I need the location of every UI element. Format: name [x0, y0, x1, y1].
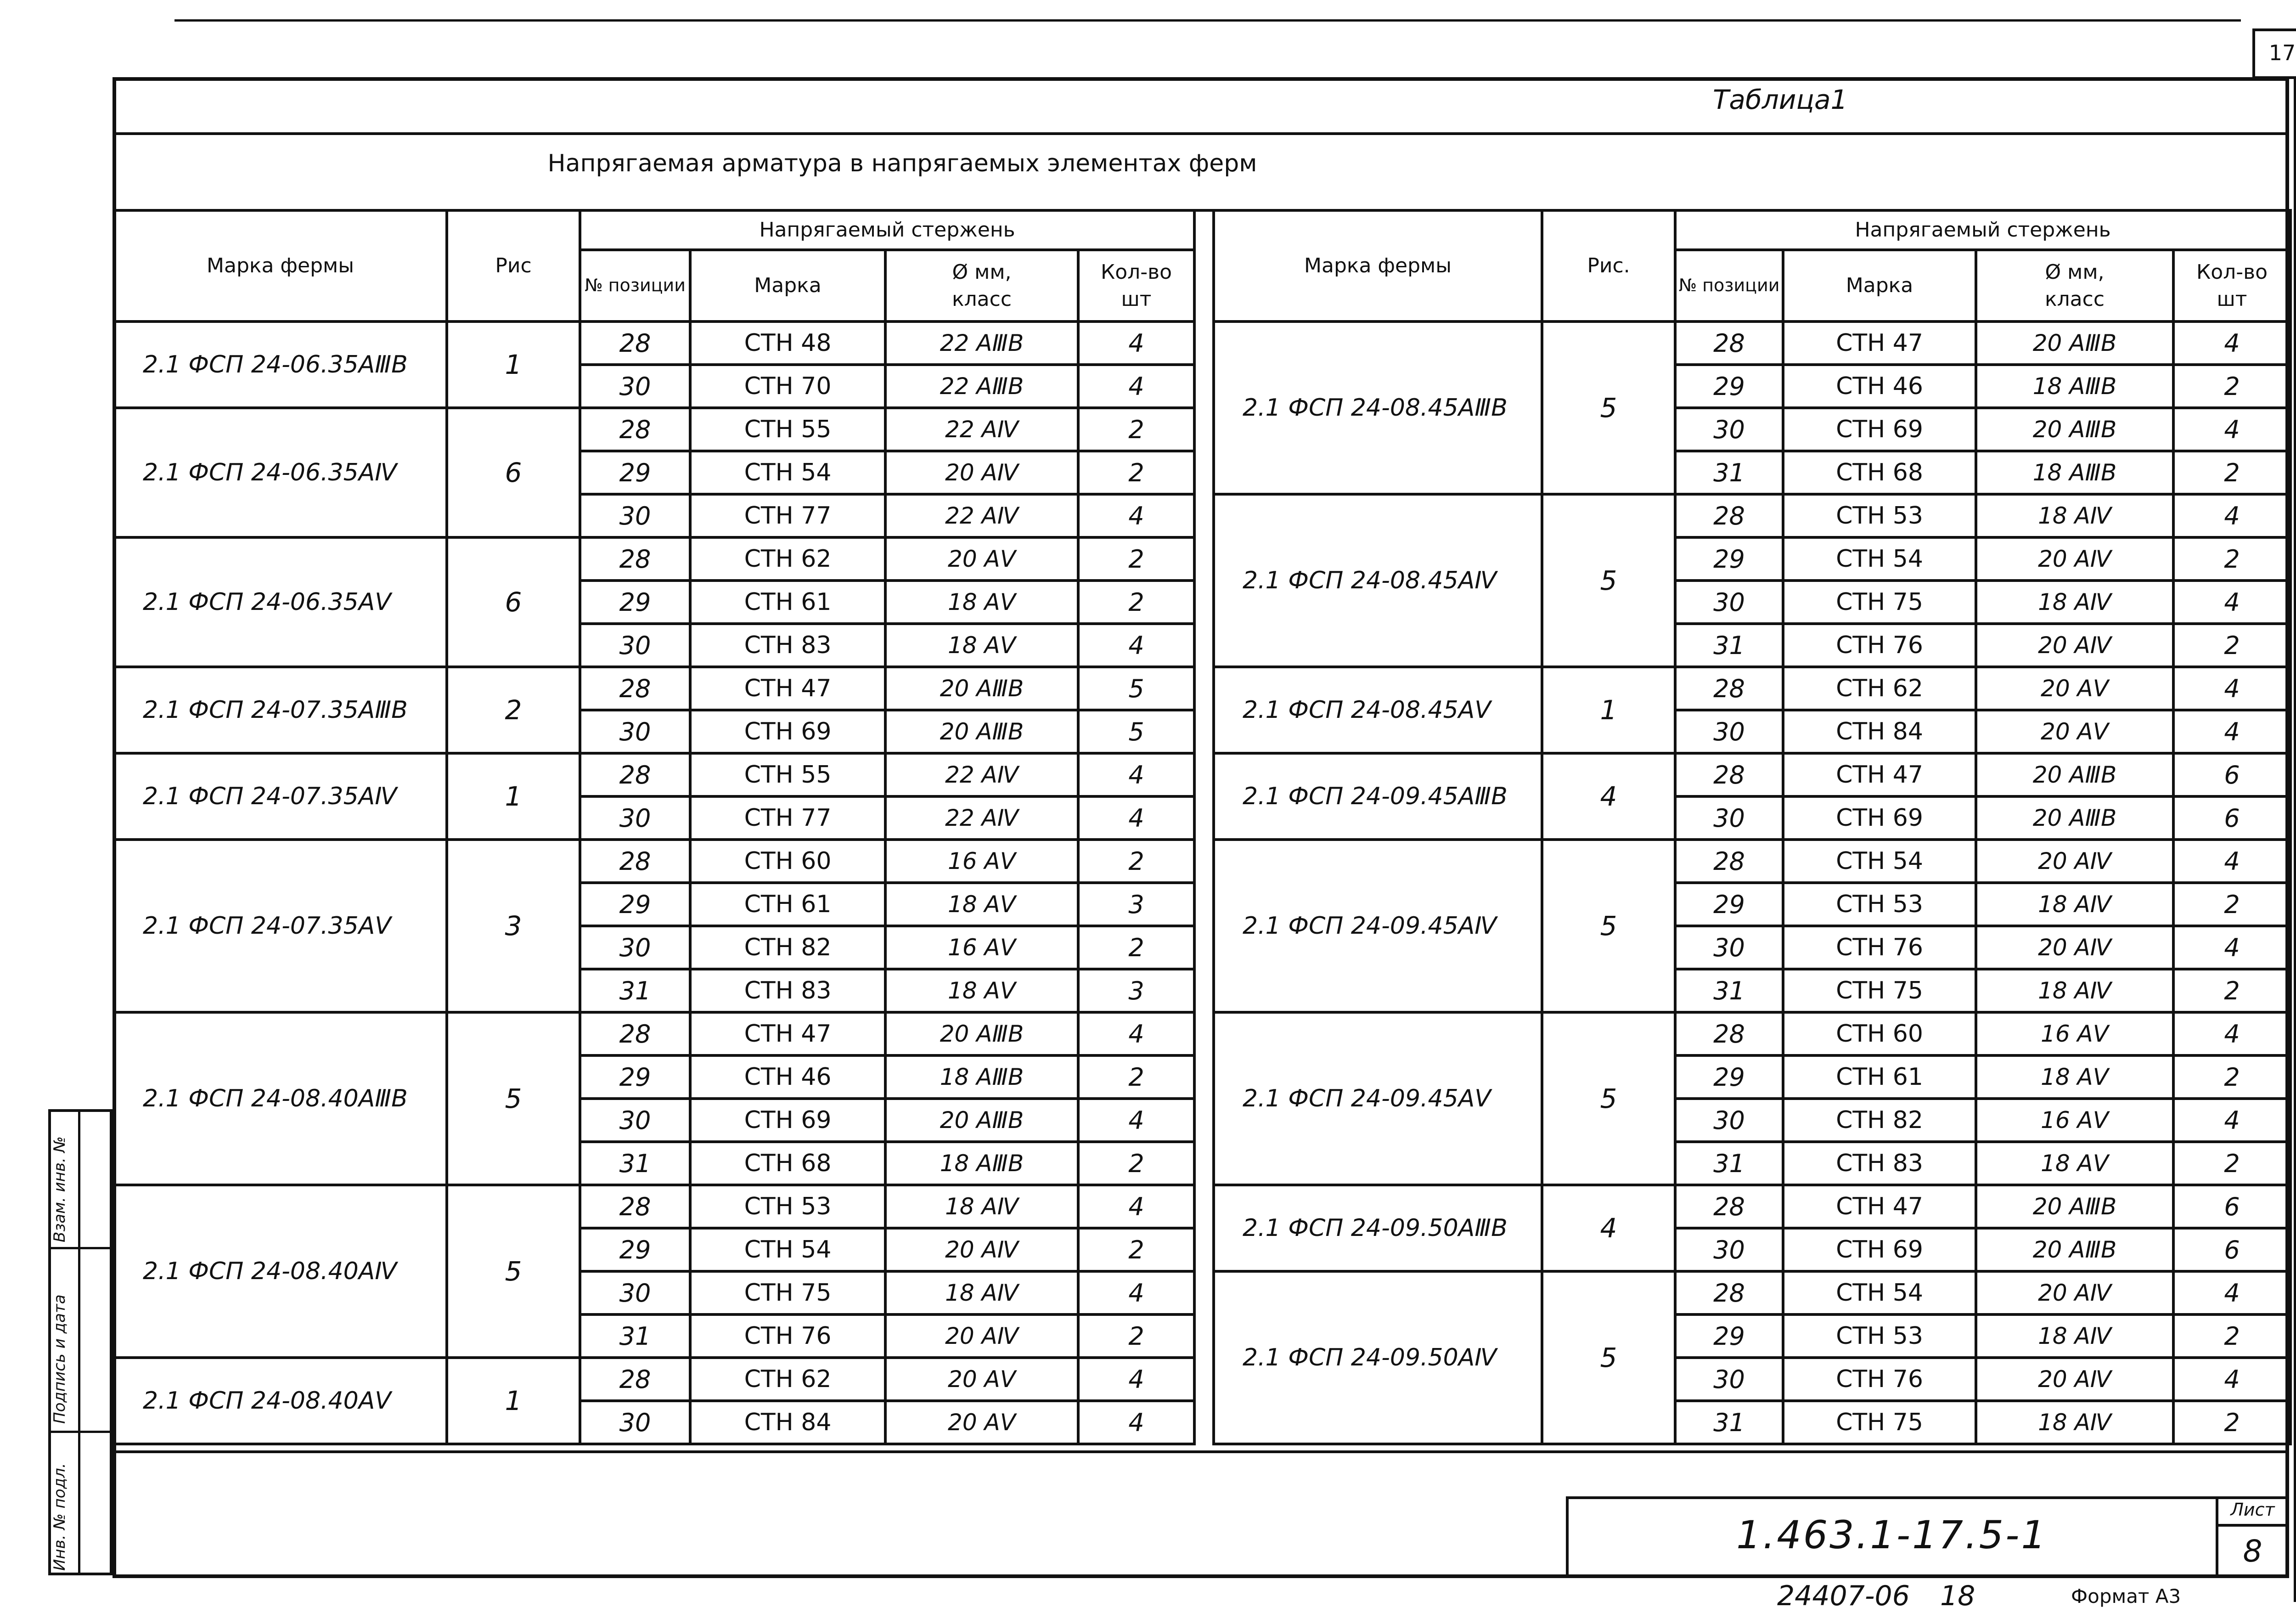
position-number: 28 [580, 1185, 690, 1228]
rod-quantity: 4 [2173, 581, 2290, 624]
header-qty: Кол-во шт [2173, 250, 2290, 321]
rod-diameter-class: 16 АⅤ [885, 840, 1078, 883]
rod-diameter-class: 20 АⅢВ [1976, 321, 2173, 365]
rod-diameter-class: 16 АⅤ [1976, 1012, 2173, 1055]
rod-mark: СТН 70 [690, 365, 885, 408]
position-number: 28 [580, 321, 690, 365]
rod-quantity: 2 [2173, 1314, 2290, 1358]
table-row [114, 840, 1194, 883]
truss-mark: 2.1 ФСП 24-08.40АⅢВ [114, 1012, 447, 1185]
rod-diameter-class: 20 АⅣ [885, 1228, 1078, 1271]
truss-mark: 2.1 ФСП 24-08.40АⅤ [114, 1358, 447, 1444]
stamp-sheet-rule [2216, 1524, 2289, 1527]
figure-number: 5 [1542, 1271, 1675, 1444]
position-number: 31 [580, 1314, 690, 1358]
document-code: 1.463.1-17.5-1 [1736, 1512, 2048, 1557]
table-row [1214, 753, 2290, 796]
figure-number: 5 [1542, 840, 1675, 1012]
figure-number: 6 [447, 537, 580, 667]
truss-mark: 2.1 ФСП 24-06.35АⅣ [114, 408, 447, 537]
figure-number: 5 [1542, 1012, 1675, 1185]
rod-quantity: 4 [2173, 494, 2290, 537]
rod-diameter-class: 18 АⅣ [1976, 581, 2173, 624]
truss-mark: 2.1 ФСП 24-09.45АⅤ [1214, 1012, 1542, 1185]
rod-mark: СТН 76 [690, 1314, 885, 1358]
rod-diameter-class: 18 АⅣ [1976, 1401, 2173, 1444]
position-number: 28 [580, 667, 690, 710]
rod-diameter-class: 18 АⅢВ [1976, 365, 2173, 408]
header-pos: № позиции [580, 250, 690, 321]
archive-page: 18 [1940, 1580, 1975, 1612]
truss-mark: 2.1 ФСП 24-08.45АⅢВ [1214, 321, 1542, 494]
rod-diameter-class: 20 АⅢВ [885, 667, 1078, 710]
table-title: Напрягаемая арматура в напрягаемых элементах ферм [547, 150, 1257, 177]
rod-quantity: 2 [2173, 969, 2290, 1012]
rod-quantity: 4 [1078, 753, 1194, 796]
rod-mark: СТН 62 [1783, 667, 1976, 710]
rod-diameter-class: 20 АⅤ [885, 537, 1078, 581]
truss-mark: 2.1 ФСП 24-09.45АⅢВ [1214, 753, 1542, 840]
rod-mark: СТН 60 [690, 840, 885, 883]
rod-diameter-class: 18 АⅢВ [885, 1142, 1078, 1185]
table-row [1214, 667, 2290, 710]
rod-diameter-class: 18 АⅤ [1976, 1142, 2173, 1185]
rod-quantity: 4 [2173, 1271, 2290, 1314]
approval-strip-rule-2 [48, 1431, 113, 1433]
position-number: 28 [580, 753, 690, 796]
rod-diameter-class: 18 АⅤ [885, 969, 1078, 1012]
position-number: 30 [580, 926, 690, 969]
rod-mark: СТН 75 [1783, 581, 1976, 624]
position-number: 28 [580, 408, 690, 451]
position-number: 30 [1675, 926, 1783, 969]
rod-mark: СТН 69 [690, 710, 885, 753]
truss-mark: 2.1 ФСП 24-08.40АⅣ [114, 1185, 447, 1358]
rod-quantity: 4 [2173, 926, 2290, 969]
rod-diameter-class: 20 АⅤ [1976, 710, 2173, 753]
position-number: 30 [580, 710, 690, 753]
tables-bottom-rule [113, 1450, 2289, 1453]
rod-mark: СТН 69 [1783, 1228, 1976, 1271]
rod-diameter-class: 20 АⅢВ [1976, 1228, 2173, 1271]
top-edge-line [174, 19, 2241, 22]
rod-quantity: 5 [1078, 667, 1194, 710]
rod-mark: СТН 54 [1783, 1271, 1976, 1314]
rod-quantity: 2 [2173, 451, 2290, 494]
sheet-number: 8 [2243, 1534, 2262, 1569]
rod-diameter-class: 20 АⅢВ [1976, 1185, 2173, 1228]
table-row [1214, 494, 2290, 537]
table-row [114, 321, 1194, 365]
rod-mark: СТН 84 [690, 1401, 885, 1444]
table-row [1214, 840, 2290, 883]
rod-diameter-class: 16 АⅤ [885, 926, 1078, 969]
rod-quantity: 2 [2173, 365, 2290, 408]
rod-diameter-class: 18 АⅢВ [885, 1055, 1078, 1099]
rod-mark: СТН 83 [690, 969, 885, 1012]
figure-number: 2 [447, 667, 580, 753]
position-number: 28 [580, 840, 690, 883]
figure-number: 1 [447, 321, 580, 408]
rod-mark: СТН 53 [1783, 1314, 1976, 1358]
position-number: 28 [1675, 840, 1783, 883]
table-row [1214, 1012, 2290, 1055]
inv-podl-label: Инв. № подл. [51, 1463, 69, 1571]
rod-diameter-class: 18 АⅣ [885, 1271, 1078, 1314]
rod-mark: СТН 48 [690, 321, 885, 365]
rod-diameter-class: 20 АⅢВ [1976, 408, 2173, 451]
rod-diameter-class: 20 АⅣ [885, 1314, 1078, 1358]
rod-quantity: 4 [1078, 1185, 1194, 1228]
rod-mark: СТН 47 [1783, 753, 1976, 796]
position-number: 28 [1675, 1012, 1783, 1055]
position-number: 30 [580, 365, 690, 408]
rod-quantity: 4 [1078, 494, 1194, 537]
rod-quantity: 4 [1078, 1401, 1194, 1444]
paper-format: Формат А3 [2071, 1585, 2181, 1607]
rod-mark: СТН 62 [690, 537, 885, 581]
approval-strip-divider [78, 1109, 80, 1575]
rod-diameter-class: 20 АⅢВ [1976, 753, 2173, 796]
truss-mark: 2.1 ФСП 24-07.35АⅢВ [114, 667, 447, 753]
rod-mark: СТН 69 [690, 1099, 885, 1142]
position-number: 28 [1675, 321, 1783, 365]
position-number: 30 [580, 494, 690, 537]
rod-quantity: 2 [2173, 1142, 2290, 1185]
position-number: 30 [1675, 796, 1783, 840]
rod-mark: СТН 83 [690, 624, 885, 667]
rod-mark: СТН 82 [690, 926, 885, 969]
rod-quantity: 3 [1078, 969, 1194, 1012]
rod-quantity: 6 [2173, 1228, 2290, 1271]
table-row [1214, 321, 2290, 365]
rod-mark: СТН 61 [690, 581, 885, 624]
truss-mark: 2.1 ФСП 24-06.35АⅤ [114, 537, 447, 667]
rod-mark: СТН 75 [690, 1271, 885, 1314]
position-number: 31 [1675, 969, 1783, 1012]
frame-right-double [2294, 77, 2296, 1602]
position-number: 30 [1675, 408, 1783, 451]
rod-diameter-class: 20 АⅢВ [1976, 796, 2173, 840]
rod-quantity: 4 [2173, 1358, 2290, 1401]
right-reinforcement-table [1212, 209, 2292, 1445]
rod-mark: СТН 68 [690, 1142, 885, 1185]
rod-diameter-class: 22 АⅣ [885, 408, 1078, 451]
rod-diameter-class: 18 АⅤ [885, 581, 1078, 624]
rod-diameter-class: 18 АⅢВ [1976, 451, 2173, 494]
rod-quantity: 4 [2173, 710, 2290, 753]
table-row [114, 1012, 1194, 1055]
rod-quantity: 4 [2173, 321, 2290, 365]
rod-diameter-class: 20 АⅤ [1976, 667, 2173, 710]
rod-diameter-class: 20 АⅣ [1976, 926, 2173, 969]
rod-quantity: 5 [1078, 710, 1194, 753]
rod-mark: СТН 61 [1783, 1055, 1976, 1099]
position-number: 30 [580, 1099, 690, 1142]
vzam-label: Взам. инв. № [51, 1136, 69, 1242]
figure-number: 5 [447, 1185, 580, 1358]
header-pos: № позиции [1675, 250, 1783, 321]
rod-mark: СТН 54 [690, 451, 885, 494]
figure-number: 3 [447, 840, 580, 1012]
rod-quantity: 4 [1078, 321, 1194, 365]
truss-mark: 2.1 ФСП 24-09.45АⅣ [1214, 840, 1542, 1012]
figure-number: 5 [1542, 321, 1675, 494]
position-number: 30 [1675, 1358, 1783, 1401]
rod-mark: СТН 69 [1783, 796, 1976, 840]
table-row [114, 1185, 1194, 1228]
position-number: 30 [580, 796, 690, 840]
rod-diameter-class: 22 АⅢВ [885, 321, 1078, 365]
truss-mark: 2.1 ФСП 24-08.45АⅤ [1214, 667, 1542, 753]
table-row [114, 667, 1194, 710]
position-number: 28 [580, 1012, 690, 1055]
rod-quantity: 2 [2173, 1401, 2290, 1444]
rod-diameter-class: 20 АⅢВ [885, 1012, 1078, 1055]
header-diameter: Ø мм, класс [1976, 250, 2173, 321]
rod-quantity: 4 [2173, 667, 2290, 710]
position-number: 30 [1675, 1228, 1783, 1271]
rod-mark: СТН 76 [1783, 1358, 1976, 1401]
position-number: 31 [1675, 1142, 1783, 1185]
truss-mark: 2.1 ФСП 24-08.45АⅣ [1214, 494, 1542, 667]
page-number: 17 [2268, 40, 2296, 65]
table-label: Таблица1 [1713, 84, 1848, 115]
figure-number: 1 [447, 1358, 580, 1444]
rod-quantity: 2 [1078, 581, 1194, 624]
rod-quantity: 2 [2173, 883, 2290, 926]
table-row [114, 408, 1194, 451]
rod-mark: СТН 68 [1783, 451, 1976, 494]
header-rod-mark: Марка [690, 250, 885, 321]
position-number: 29 [1675, 365, 1783, 408]
approval-strip-rule-1 [48, 1247, 113, 1249]
rod-quantity: 4 [2173, 408, 2290, 451]
rod-quantity: 2 [2173, 624, 2290, 667]
position-number: 29 [580, 883, 690, 926]
rod-quantity: 4 [1078, 624, 1194, 667]
truss-mark: 2.1 ФСП 24-07.35АⅤ [114, 840, 447, 1012]
rod-mark: СТН 76 [1783, 624, 1976, 667]
rod-diameter-class: 20 АⅤ [885, 1401, 1078, 1444]
rod-quantity: 6 [2173, 1185, 2290, 1228]
position-number: 28 [580, 1358, 690, 1401]
rod-mark: СТН 46 [690, 1055, 885, 1099]
position-number: 29 [1675, 883, 1783, 926]
rod-mark: СТН 53 [690, 1185, 885, 1228]
position-number: 29 [580, 1055, 690, 1099]
table-row [114, 753, 1194, 796]
position-number: 29 [1675, 1055, 1783, 1099]
header-ris: Рис [447, 210, 580, 321]
rod-diameter-class: 20 АⅣ [1976, 840, 2173, 883]
header-mark: Марка фермы [114, 210, 447, 321]
rod-quantity: 2 [1078, 1055, 1194, 1099]
header-qty: Кол-во шт [1078, 250, 1194, 321]
rod-mark: СТН 60 [1783, 1012, 1976, 1055]
table-row [1214, 1271, 2290, 1314]
figure-number: 4 [1542, 1185, 1675, 1271]
position-number: 30 [1675, 1099, 1783, 1142]
rod-diameter-class: 16 АⅤ [1976, 1099, 2173, 1142]
position-number: 30 [580, 624, 690, 667]
position-number: 28 [1675, 753, 1783, 796]
position-number: 29 [580, 1228, 690, 1271]
rod-diameter-class: 22 АⅣ [885, 753, 1078, 796]
rod-quantity: 4 [1078, 365, 1194, 408]
truss-mark: 2.1 ФСП 24-06.35АⅢВ [114, 321, 447, 408]
rod-quantity: 4 [1078, 1358, 1194, 1401]
rod-mark: СТН 53 [1783, 494, 1976, 537]
rod-quantity: 3 [1078, 883, 1194, 926]
rod-mark: СТН 76 [1783, 926, 1976, 969]
rod-diameter-class: 18 АⅣ [1976, 969, 2173, 1012]
rod-quantity: 2 [1078, 408, 1194, 451]
rod-quantity: 4 [1078, 1099, 1194, 1142]
rod-diameter-class: 20 АⅣ [1976, 537, 2173, 581]
rod-diameter-class: 18 АⅤ [885, 883, 1078, 926]
rod-mark: СТН 54 [1783, 537, 1976, 581]
rod-mark: СТН 47 [1783, 321, 1976, 365]
rod-diameter-class: 20 АⅣ [885, 451, 1078, 494]
truss-mark: 2.1 ФСП 24-09.50АⅣ [1214, 1271, 1542, 1444]
position-number: 29 [1675, 537, 1783, 581]
rod-mark: СТН 75 [1783, 969, 1976, 1012]
rod-diameter-class: 20 АⅣ [1976, 1271, 2173, 1314]
header-rod-group: Напрягаемый стержень [580, 210, 1194, 250]
rod-mark: СТН 47 [1783, 1185, 1976, 1228]
figure-number: 4 [1542, 753, 1675, 840]
table-row [114, 537, 1194, 581]
rod-mark: СТН 47 [690, 667, 885, 710]
rod-diameter-class: 18 АⅣ [1976, 883, 2173, 926]
position-number: 31 [1675, 624, 1783, 667]
rod-diameter-class: 20 АⅣ [1976, 1358, 2173, 1401]
rod-mark: СТН 62 [690, 1358, 885, 1401]
rod-mark: СТН 46 [1783, 365, 1976, 408]
position-number: 28 [580, 537, 690, 581]
rod-diameter-class: 20 АⅤ [885, 1358, 1078, 1401]
header-rod-mark: Марка [1783, 250, 1976, 321]
header-rod-group: Напрягаемый стержень [1675, 210, 2290, 250]
left-reinforcement-table [113, 209, 1196, 1445]
position-number: 28 [1675, 1185, 1783, 1228]
position-number: 30 [1675, 710, 1783, 753]
archive-number: 24407-06 [1777, 1580, 1910, 1612]
rod-quantity: 4 [1078, 796, 1194, 840]
position-number: 30 [1675, 581, 1783, 624]
position-number: 30 [580, 1401, 690, 1444]
rod-mark: СТН 84 [1783, 710, 1976, 753]
figure-number: 6 [447, 408, 580, 537]
position-number: 31 [580, 969, 690, 1012]
header-diameter: Ø мм, класс [885, 250, 1078, 321]
rod-quantity: 2 [1078, 451, 1194, 494]
position-number: 28 [1675, 1271, 1783, 1314]
rod-quantity: 2 [1078, 537, 1194, 581]
figure-number: 5 [447, 1012, 580, 1185]
figure-number: 5 [1542, 494, 1675, 667]
sheet-label: Лист [2230, 1500, 2275, 1520]
rod-quantity: 4 [2173, 1099, 2290, 1142]
rod-quantity: 2 [2173, 537, 2290, 581]
rod-mark: СТН 53 [1783, 883, 1976, 926]
rod-mark: СТН 47 [690, 1012, 885, 1055]
position-number: 29 [580, 451, 690, 494]
table-row [1214, 1185, 2290, 1228]
rod-quantity: 2 [1078, 1142, 1194, 1185]
rod-quantity: 6 [2173, 796, 2290, 840]
rod-mark: СТН 77 [690, 494, 885, 537]
rod-mark: СТН 75 [1783, 1401, 1976, 1444]
figure-number: 1 [1542, 667, 1675, 753]
rod-quantity: 2 [1078, 926, 1194, 969]
signature-date-label: Подпись и дата [51, 1294, 69, 1424]
figure-number: 1 [447, 753, 580, 840]
position-number: 28 [1675, 494, 1783, 537]
rod-quantity: 6 [2173, 753, 2290, 796]
rod-mark: СТН 82 [1783, 1099, 1976, 1142]
rod-mark: СТН 55 [690, 408, 885, 451]
header-ris: Рис. [1542, 210, 1675, 321]
position-number: 29 [1675, 1314, 1783, 1358]
title-top-rule [113, 132, 2289, 135]
rod-diameter-class: 18 АⅣ [1976, 1314, 2173, 1358]
rod-diameter-class: 22 АⅢВ [885, 365, 1078, 408]
rod-mark: СТН 77 [690, 796, 885, 840]
position-number: 28 [1675, 667, 1783, 710]
rod-quantity: 2 [1078, 840, 1194, 883]
table-row [114, 1358, 1194, 1401]
rod-mark: СТН 54 [690, 1228, 885, 1271]
rod-mark: СТН 61 [690, 883, 885, 926]
rod-quantity: 2 [1078, 1228, 1194, 1271]
rod-quantity: 2 [1078, 1314, 1194, 1358]
rod-diameter-class: 22 АⅣ [885, 796, 1078, 840]
rod-quantity: 4 [1078, 1271, 1194, 1314]
rod-diameter-class: 18 АⅤ [1976, 1055, 2173, 1099]
rod-mark: СТН 54 [1783, 840, 1976, 883]
truss-mark: 2.1 ФСП 24-07.35АⅣ [114, 753, 447, 840]
rod-diameter-class: 22 АⅣ [885, 494, 1078, 537]
rod-mark: СТН 83 [1783, 1142, 1976, 1185]
rod-quantity: 2 [2173, 1055, 2290, 1099]
header-mark: Марка фермы [1214, 210, 1542, 321]
rod-quantity: 4 [2173, 1012, 2290, 1055]
position-number: 31 [1675, 1401, 1783, 1444]
rod-quantity: 4 [2173, 840, 2290, 883]
rod-mark: СТН 69 [1783, 408, 1976, 451]
rod-diameter-class: 20 АⅢВ [885, 1099, 1078, 1142]
position-number: 30 [580, 1271, 690, 1314]
truss-mark: 2.1 ФСП 24-09.50АⅢВ [1214, 1185, 1542, 1271]
rod-diameter-class: 20 АⅣ [1976, 624, 2173, 667]
rod-mark: СТН 55 [690, 753, 885, 796]
position-number: 31 [580, 1142, 690, 1185]
rod-diameter-class: 20 АⅢВ [885, 710, 1078, 753]
position-number: 29 [580, 581, 690, 624]
rod-quantity: 4 [1078, 1012, 1194, 1055]
position-number: 31 [1675, 451, 1783, 494]
rod-diameter-class: 18 АⅤ [885, 624, 1078, 667]
rod-diameter-class: 18 АⅣ [1976, 494, 2173, 537]
rod-diameter-class: 18 АⅣ [885, 1185, 1078, 1228]
